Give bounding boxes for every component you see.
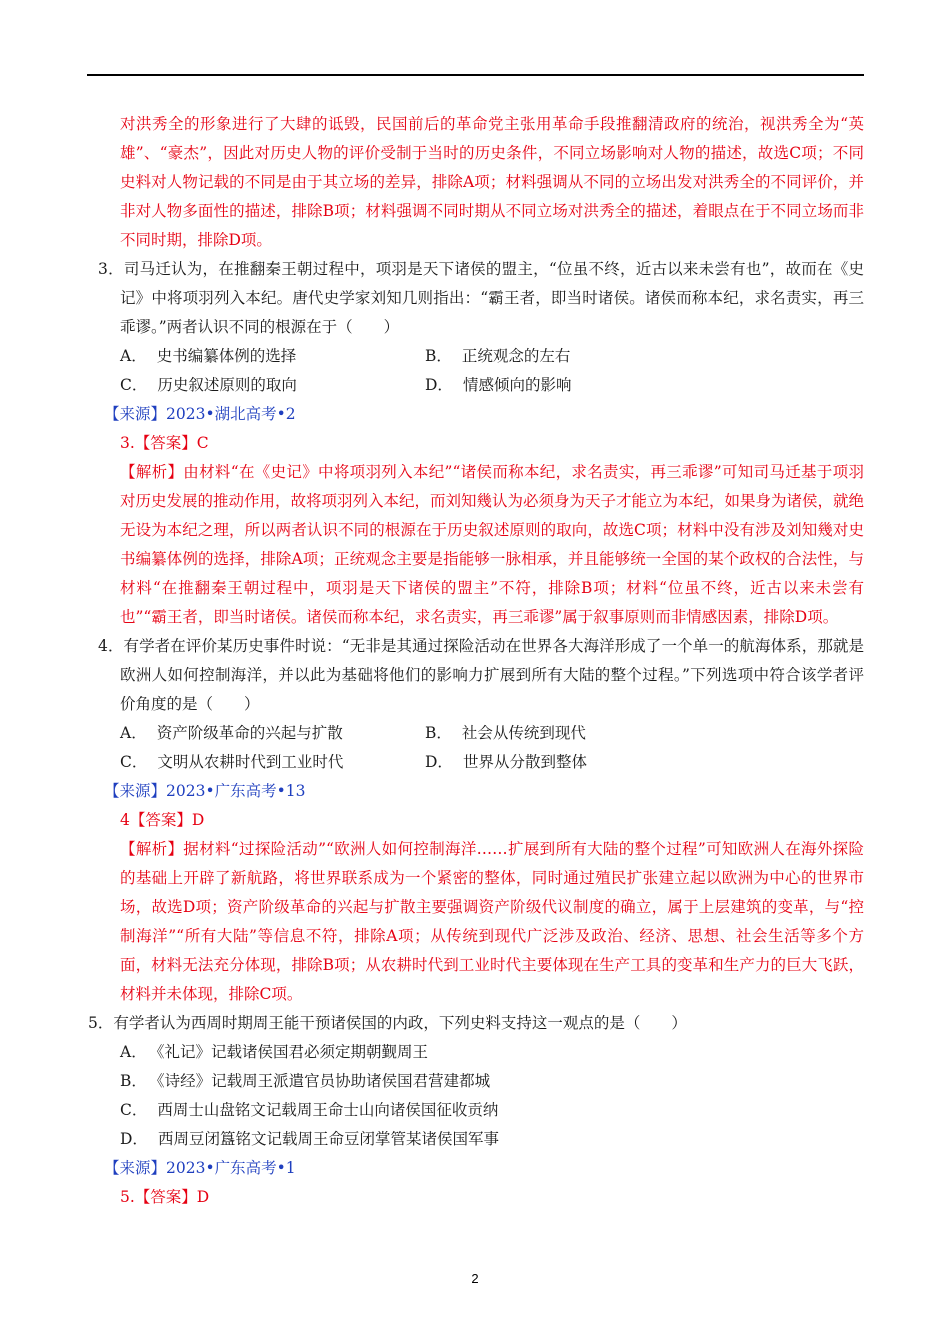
question-4 <box>88 632 864 1009</box>
q5-option-d[interactable]: D． 西周豆闭簋铭文记载周王命豆闭掌管某诸侯国军事 <box>120 1130 499 1148</box>
q3-options-row-2 <box>88 371 864 400</box>
q5-option-a[interactable]: A． 《礼记》记载诸侯国君必须定期朝觐周王 <box>120 1043 428 1061</box>
q4-stem: 4．有学者在评价某历史事件时说：“无非是其通过探险活动在世界各大海洋形成了一个单一的航海体系，那就是欧洲人如何控制海洋，并以此为基础将他们的影响力扩展到所有大陆的整个过程。”下列选项中符合该学者评价角度的是（ ） <box>98 637 864 713</box>
q4-option-c[interactable]: C． 文明从农耕时代到工业时代 <box>120 753 344 771</box>
analysis-tag: 【解析】 <box>120 840 184 858</box>
q4-option-d[interactable]: D． 世界从分散到整体 <box>425 753 587 771</box>
page-number: 2 <box>471 1271 479 1286</box>
q4-options-row-1 <box>88 719 864 748</box>
q4-option-b[interactable]: B． 社会从传统到现代 <box>425 724 586 742</box>
q5-source: 【来源】2023•广东高考•1 <box>104 1159 296 1177</box>
q3-option-b[interactable]: B． 正统观念的左右 <box>425 347 571 365</box>
question-3 <box>88 255 864 632</box>
q5-stem: 5．有学者认为西周时期周王能干预诸侯国的内政，下列史料支持这一观点的是（ ） <box>88 1014 687 1032</box>
q3-option-a[interactable]: A． 史书编纂体例的选择 <box>120 347 297 365</box>
document-body <box>88 110 864 1212</box>
prev-analysis-continued: 对洪秀全的形象进行了大肆的诋毁，民国前后的革命党主张用革命手段推翻清政府的统治，视洪秀全为“英雄”、“豪杰”，因此对历史人物的评价受制于当时的历史条件，不同立场影响对人物的描述，故选C项；不同史料对人物记载的不同是由于其立场的差异，排除A项；材料强调从不同的立场出发对洪秀全的不同评价，并非对人物多面性的描述，排除B项；材料强调不同时期从不同立场对洪秀全的描述，着眼点在于不同立场而非不同时期，排除D项。 <box>120 115 864 249</box>
q3-option-d[interactable]: D． 情感倾向的影响 <box>425 376 572 394</box>
q3-answer: 3.【答案】C <box>120 434 209 452</box>
q4-source: 【来源】2023•广东高考•13 <box>104 782 306 800</box>
q5-answer: 5.【答案】D <box>120 1188 210 1206</box>
q5-option-b[interactable]: B． 《诗经》记载周王派遣官员协助诸侯国君营建都城 <box>120 1072 491 1090</box>
q3-option-c[interactable]: C． 历史叙述原则的取向 <box>120 376 297 394</box>
q4-analysis: 【解析】据材料“过探险活动”“欧洲人如何控制海洋……扩展到所有大陆的整个过程”可知欧洲人在海外探险的基础上开辟了新航路，将世界联系成为一个紧密的整体，同时通过殖民扩张建立起以欧洲为中心的世界市场，故选D项；资产阶级革命的兴起与扩散主要强调资产阶级代议制度的确立，属于上层建筑的变革，与“控制海洋”“所有大陆”等信息不符，排除A项；从传统到现代广泛涉及政治、经济、思想、社会生活等多个方面，材料无法充分体现，排除B项；从农耕时代到工业时代主要体现在生产工具的变革和生产力的巨大飞跃，材料并未体现，排除C项。 <box>120 840 864 1003</box>
q4-option-a[interactable]: A． 资产阶级革命的兴起与扩散 <box>120 724 343 742</box>
q3-source: 【来源】2023•湖北高考•2 <box>104 405 296 423</box>
question-5 <box>88 1009 864 1212</box>
q3-analysis: 【解析】由材料“在《史记》中将项羽列入本纪”“诸侯而称本纪，求名责实，再三乖谬”可知司马迁基于项羽对历史发展的推动作用，故将项羽列入本纪，而刘知幾认为必须身为天子才能立为本纪，如果身为诸侯，就绝无设为本纪之理，所以两者认识不同的根源在于历史叙述原则的取向，故选C项；材料中没有涉及刘知幾对史书编纂体例的选择，排除A项；正统观念主要是指能够一脉相承，并且能够统一全国的某个政权的合法性，与材料“在推翻秦王朝过程中，项羽是天下诸侯的盟主”不符，排除B项；材料“位虽不终，近古以来未尝有也”“霸王者，即当时诸侯。诸侯而称本纪，求名责实，再三乖谬”属于叙事原则而非情感因素，排除D项。 <box>120 463 865 626</box>
header-rule <box>87 74 864 76</box>
analysis-tag: 【解析】 <box>120 463 184 481</box>
q4-options-row-2 <box>88 748 864 777</box>
q5-option-c[interactable]: C． 西周士山盘铭文记载周王命士山向诸侯国征收贡纳 <box>120 1101 499 1119</box>
q3-stem: 3．司马迁认为，在推翻秦王朝过程中，项羽是天下诸侯的盟主，“位虽不终，近古以来未尝有也”，故而在《史记》中将项羽列入本纪。唐代史学家刘知几则指出：“霸王者，即当时诸侯。诸侯而称本纪，求名责实，再三乖谬。”两者认识不同的根源在于（ ） <box>98 260 864 336</box>
q3-options-row-1 <box>88 342 864 371</box>
q4-answer: 4【答案】D <box>120 811 205 829</box>
